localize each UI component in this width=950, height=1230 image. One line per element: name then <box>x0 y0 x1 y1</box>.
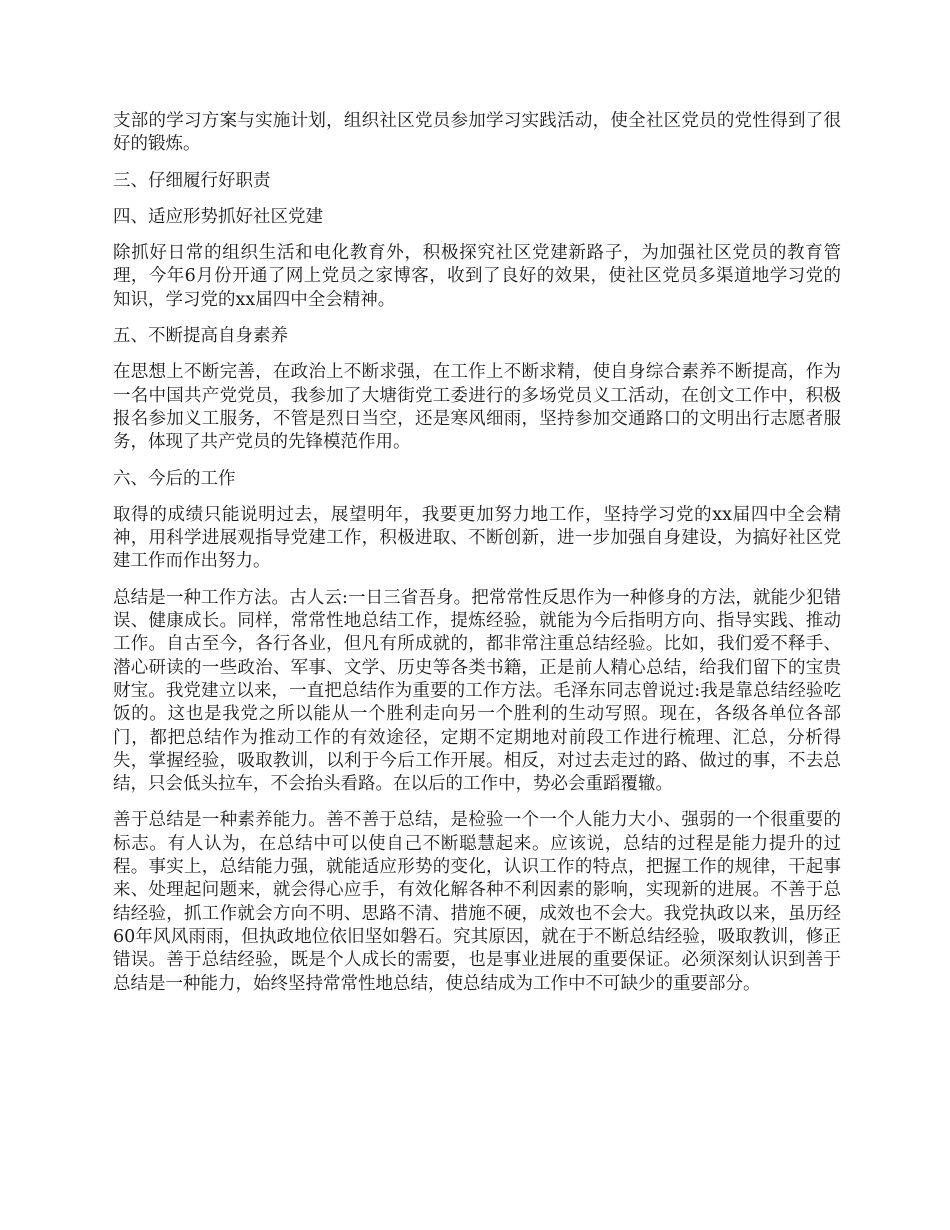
heading-section-5: 五、不断提高自身素养 <box>113 326 288 347</box>
paragraph-summary-method: 总结是一种工作方法。古人云:一日三省吾身。把常常性反思作为一种修身的方法，就能少犯错误、健康成长。同样，常常性地总结工作，提炼经验，就能为今后指明方向、指导实践、推动工作。自古至今，各行各业，但凡有所成就的，都非常注重总结经验。比如，我们爱不释手、潜心研读的一些政治、军事、文学、历史等各类书籍，正是前人精心总结，给我们留下的宝贵财宝。我党建立以来，一直把总结作为重要的工作方法。毛泽东同志曾说过:我是靠总结经验吃饭的。这也是我党之所以能从一个胜利走向另一个胜利的生动写照。现在，各级各单位各部门，都把总结作为推动工作的有效途径，定期不定期地对前段工作进行梳理、汇总，分析得失，掌握经验，吸取教训，以利于今后工作开展。相反，对过去走过的路、做过的事，不去总结，只会低头拉车，不会抬头看路。在以后的工作中，势必会重蹈覆辙。 <box>113 587 841 795</box>
paragraph-party-building: 除抓好日常的组织生活和电化教育外，积极探究社区党建新路子，为加强社区党员的教育管理，今年6月份开通了网上党员之家博客，收到了良好的效果，使社区党员多渠道地学习党的知识，学习党的xx届四中全会精神。 <box>113 243 841 310</box>
paragraph-summary-ability: 善于总结是一种素养能力。善不善于总结，是检验一个一个人能力大小、强弱的一个很重要的标志。有人认为，在总结中可以使自己不断聪慧起来。应该说，总结的过程是能力提升的过程。事实上，总结能力强，就能适应形势的变化，认识工作的特点，把握工作的规律，干起事来、处理起问题来，就会得心应手，有效化解各种不利因素的影响，实现新的进展。不善于总结经验，抓工作就会方向不明、思路不清、措施不硬，成效也不会大。我党执政以来，虽历经60年风风雨雨，但执政地位依旧坚如磐石。究其原因，就在于不断总结经验，吸取教训，修正错误。善于总结经验，既是个人成长的需要，也是事业进展的重要保证。必须深刻认识到善于总结是一种能力，始终坚持常常性地总结，使总结成为工作中不可缺少的重要部分。 <box>113 810 841 994</box>
document-page <box>113 110 841 1009</box>
heading-section-4: 四、适应形势抓好社区党建 <box>113 206 323 227</box>
paragraph-study-plan: 支部的学习方案与实施计划，组织社区党员参加学习实践活动，使全社区党员的党性得到了很好的锻炼。 <box>113 111 841 155</box>
paragraph-future-work: 取得的成绩只能说明过去，展望明年，我要更加努力地工作，坚持学习党的xx届四中全会精神，用科学进展观指导党建工作，积极进取、不断创新，进一步加强自身建设，为搞好社区党建工作而作出努力。 <box>113 504 841 572</box>
paragraph-self-improvement: 在思想上不断完善，在政治上不断求强，在工作上不断求精，使自身综合素养不断提高，作为一名中国共产党党员，我参加了大塘街党工委进行的多场党员义工活动，在创文工作中，积极报名参加义工服务，不管是烈日当空，还是寒风细雨，坚持参加交通路口的文明出行志愿者服务，体现了共产党员的先锋模范作用。 <box>113 362 841 453</box>
heading-section-3: 三、仔细履行好职责 <box>113 170 271 191</box>
heading-section-6: 六、今后的工作 <box>113 468 236 489</box>
